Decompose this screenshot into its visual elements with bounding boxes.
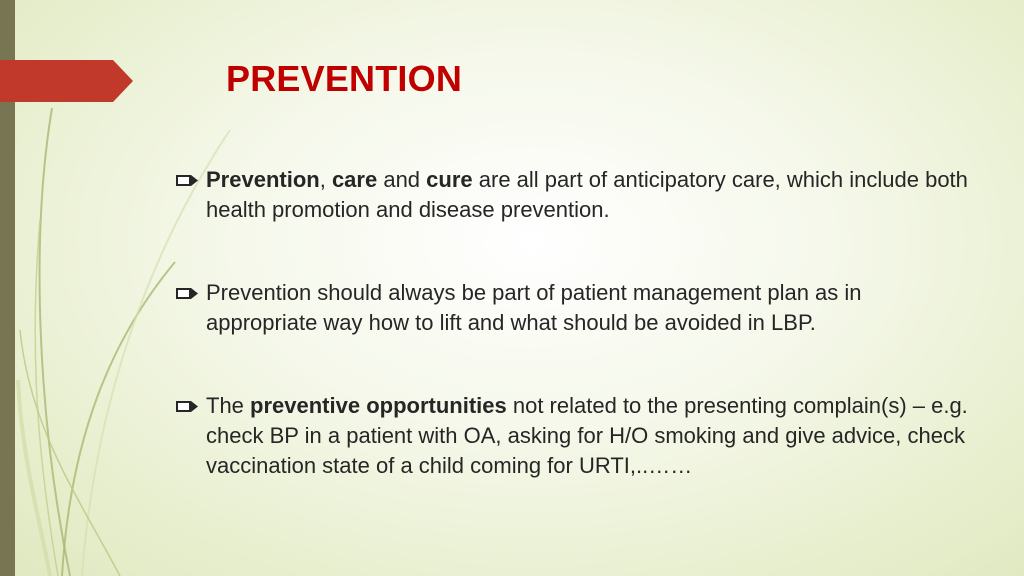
title-arrow-tab — [0, 60, 133, 102]
bullet-item — [176, 391, 976, 481]
bullet-text: are all part of anticipatory care, which include both health promotion and disease prevention. — [206, 167, 968, 222]
bullet-bold-text: preventive opportunities — [250, 393, 507, 418]
bullet-bold-text: care — [331, 167, 378, 192]
bullet-item — [176, 278, 976, 338]
bullet-bold-text: Prevention — [206, 167, 320, 192]
bullet-item — [176, 165, 976, 225]
bullet-text: not related to the presenting complain(s) – e.g. check BP in a patient with OA, asking for H/O smoking and give advice, check vaccination state of a child coming for URTI,..…… — [206, 393, 968, 478]
decor-curve — [40, 108, 70, 576]
bullet-text: and — [377, 167, 427, 192]
pencil-icon — [176, 288, 198, 299]
pencil-icon — [176, 175, 198, 186]
bullet-text: The — [206, 393, 251, 418]
bullet-bold-text: cure — [426, 167, 473, 192]
pencil-icon — [176, 401, 198, 412]
bullet-text: , — [319, 167, 332, 192]
bullet-text: Prevention should always be part of patient management plan as in appropriate way how to lift and what should be avoided in LBP. — [206, 280, 862, 335]
decor-curve — [62, 262, 175, 576]
bullet-list — [176, 165, 976, 481]
slide-title: PREVENTION — [226, 58, 463, 99]
